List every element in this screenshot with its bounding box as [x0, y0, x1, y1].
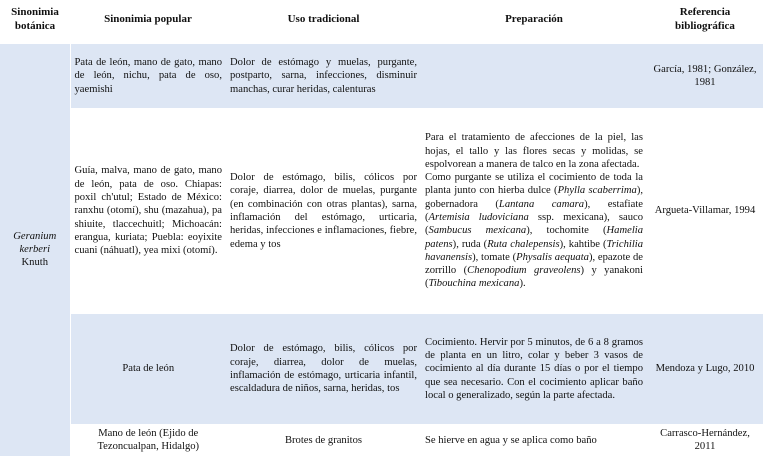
- reference-cell: Carrasco-Hernández, 2011: [647, 424, 763, 456]
- popular-cell: Guía, malva, mano de gato, mano de león, pata de oso. Chiapas: poxil ch'utul; Estado de México: ranxhu (otomí), shu (mazahua), pa shiuite, tlaccechuitl; Michoacán: erangua, kuriata; Puebla: eoyixite cuani (náhuatl), yea mixi (otomí).: [70, 108, 226, 314]
- header-popular-synonymy: Sinonimia popular: [70, 0, 226, 43]
- header-preparation: Preparación: [421, 0, 647, 43]
- text: ) y yanakoni (: [425, 265, 644, 290]
- popular-cell: Mano de león (Ejido de Tezoncualpan, Hidalgo): [70, 424, 226, 456]
- table-row: [0, 314, 763, 424]
- header-traditional-use: Uso tradicional: [226, 0, 421, 43]
- species-cell: [0, 43, 70, 456]
- species-name: Hamelia patens: [425, 225, 643, 250]
- species-name: Phylla scaberrima: [557, 185, 637, 197]
- use-cell: Dolor de estómago y muelas, purgante, postparto, sarna, infecciones, disminuir manchas, curar heridas, calenturas: [226, 43, 421, 108]
- species-name: Lantana camara: [498, 198, 585, 210]
- popular-cell: Pata de león, mano de gato, mano de león, nichu, pata de oso, yaemishi: [70, 43, 226, 108]
- text: ), estafiate (: [425, 198, 643, 223]
- text: ).: [519, 278, 526, 290]
- species-genus: Geranium: [13, 230, 57, 242]
- species-author: Knuth: [21, 257, 48, 269]
- preparation-paragraph-2: [425, 172, 643, 289]
- species-name: Artemisia ludoviciana: [428, 212, 529, 223]
- header-botanical-synonymy: Sinonimia botánica: [0, 0, 70, 43]
- text: Como purgante se utiliza el cocimiento de toda la planta junto con hierba dulce (: [425, 172, 643, 197]
- species-name: Physalis aequata: [516, 251, 589, 263]
- preparation-cell: [421, 43, 647, 108]
- table-row: [0, 43, 763, 108]
- preparation-cell: Cocimiento. Hervir por 5 minutos, de 6 a 8 gramos de planta en un litro, colar y beber 3 vasos de cocimiento al día durante 15 días o por el tiempo que sea necesario. Con el cocimiento aplicar baño local o generalizado, según la parte afectada.: [421, 314, 647, 424]
- table-row: [0, 108, 763, 314]
- species-name: Tibouchina mexicana: [428, 278, 520, 290]
- text: ), tomate (: [472, 251, 517, 263]
- header-reference: Referencia bibliográfica: [647, 0, 763, 43]
- text: ), kahtibe (: [559, 238, 607, 250]
- use-cell: Dolor de estómago, bilis, cólicos por coraje, diarrea, dolor de muelas, inflamación de estómago, urticaria infantil, escaldadura de niños, sarna, heridas, tos: [226, 314, 421, 424]
- table-row: [0, 424, 763, 456]
- reference-cell: Mendoza y Lugo, 2010: [647, 314, 763, 424]
- species-name: Ruta chalepensis: [487, 238, 560, 250]
- text: ), gobernadora (: [425, 185, 643, 210]
- popular-cell: Pata de león: [70, 314, 226, 424]
- species-name: Trichilia havanensis: [425, 238, 643, 263]
- species-epithet: kerberi: [19, 244, 51, 256]
- reference-cell: García, 1981; González, 1981: [647, 43, 763, 108]
- reference-cell: Argueta-Villamar, 1994: [647, 108, 763, 314]
- preparation-cell: [421, 108, 647, 314]
- text: ), ruda (: [452, 238, 488, 250]
- text: ), epazote de zorrillo (: [425, 251, 643, 277]
- use-cell: Brotes de granitos: [226, 424, 421, 456]
- header-row: [0, 0, 763, 43]
- preparation-paragraph-1: Para el tratamiento de afecciones de la piel, las hojas, el tallo y las flores secas y molidas, se espolvorean a manera de talco en la zona afectada.: [425, 132, 643, 170]
- use-cell: Dolor de estómago, bilis, cólicos por coraje, diarrea, dolor de muelas, purgante (en combinación con otras plantas), sarna, inflamación del estómago, urticaria, heridas, infecciones e inflamaciones, fiebre, edema y tos: [226, 108, 421, 314]
- text: ), tochomite (: [526, 225, 607, 237]
- species-name: Chenopodium graveolens: [467, 265, 581, 277]
- preparation-cell: Se hierve en agua y se aplica como baño: [421, 424, 647, 456]
- text: ssp. mexicana), sauco (: [425, 212, 643, 237]
- species-name: Sambucus mexicana: [428, 225, 527, 237]
